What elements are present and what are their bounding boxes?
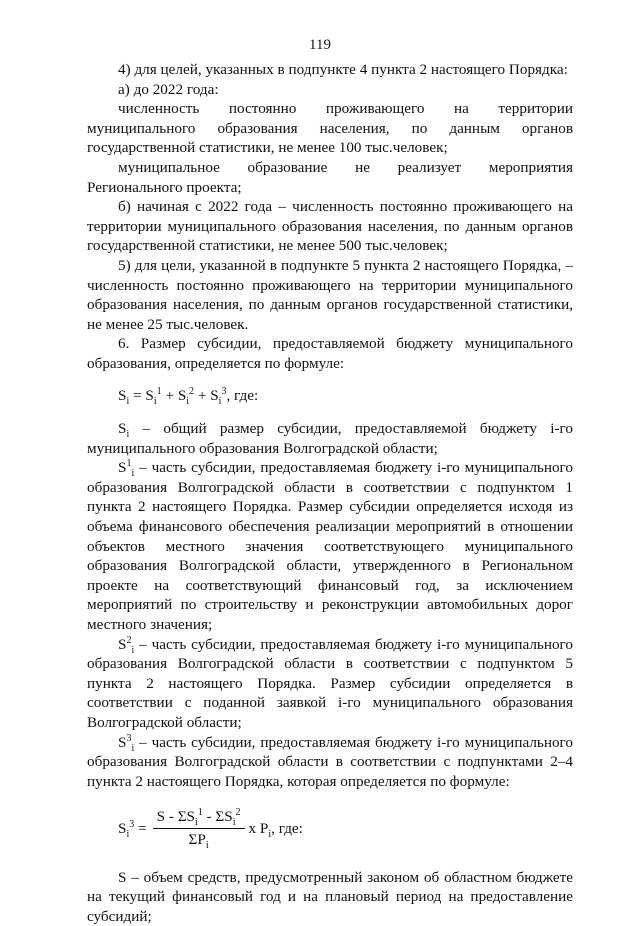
fraction-numerator: S - $\Sigma S_i^1 - \Sigma S_i^2$ <box>153 807 245 829</box>
definition-si1: $S^1_i$ – часть субсидии, предоставляемая бюджету i-го муниципального образования Волгоградской области в соответствии с подпунктом 1 пункта 2 настоящего Порядка. Размер субсидии определяется исходя из объема финансового обеспечения реализации мероприятий в отношении объектов местного значения соответствующего муниципального образования Волгоградской области, утвержденного в Региональном проекте на соответствующий финансовый год, за исключением мероприятий по строительству и реконструкции автомобильных дорог местного значения; <box>87 458 573 634</box>
fraction-denominator: $\Sigma P_i$ <box>188 830 209 851</box>
definition-si: $S_i$ – общий размер субсидии, предоставляемой бюджету i-го муниципального образования Волгоградской области; <box>87 420 573 457</box>
page-number: 119 <box>309 37 331 53</box>
definition-s: S – объем средств, предусмотренный законом об областном бюджете на текущий финансовый год и на плановый период на предоставление субсидий; <box>87 868 573 925</box>
formula-si3: $S_i^3$ = $\frac{S - \Sigma S_i^1 - \Sigma S_i^2}{\Sigma P_i}$ x $P_i$, где: <box>118 807 303 851</box>
document-body <box>87 60 573 926</box>
paragraph: б) начиная с 2022 года – численность постоянно проживающего на территории муниципального образования населения, по данным органов государственной статистики, не менее 500 тыс.человек; <box>87 198 573 255</box>
definition-si3: $S^3_i$ – часть субсидии, предоставляемая бюджету i-го муниципального образования Волгоградской области в соответствии с подпунктами 2–4 пункта 2 настоящего Порядка, которая определяется по формуле: <box>87 732 573 790</box>
paragraph: а) до 2022 года: <box>118 80 219 98</box>
paragraph: численность постоянно проживающего на территории муниципального образования населения, по данным органов государственной статистики, не менее 100 тыс.человек; <box>87 100 573 157</box>
formula-total-subsidy: $S_i = S_i^1 + S_i^2 + S_i^3$, где: <box>118 385 259 407</box>
fraction <box>153 807 245 849</box>
paragraph: муниципальное образование не реализует мероприятия Регионального проекта; <box>87 158 573 196</box>
paragraph: 4) для целей, указанных в подпункте 4 пункта 2 настоящего Порядка: <box>118 61 568 78</box>
definition-si2: $S^2_i$ – часть субсидии, предоставляемая бюджету i-го муниципального образования Волгоградской области в соответствии с подпунктом 5 пункта 2 настоящего Порядка. Размер субсидии определяется в соответствии с поданной заявкой i-го муниципального образования Волгоградской области; <box>87 634 573 731</box>
paragraph: 6. Размер субсидии, предоставляемой бюджету муниципального образования, определяется по формуле: <box>87 335 573 372</box>
paragraph: 5) для цели, указанной в подпункте 5 пункта 2 настоящего Порядка, – численность постоянно проживающего на территории муниципального образования населения, по данным органов государственной статистики, не менее 25 тыс.человек. <box>87 256 573 333</box>
